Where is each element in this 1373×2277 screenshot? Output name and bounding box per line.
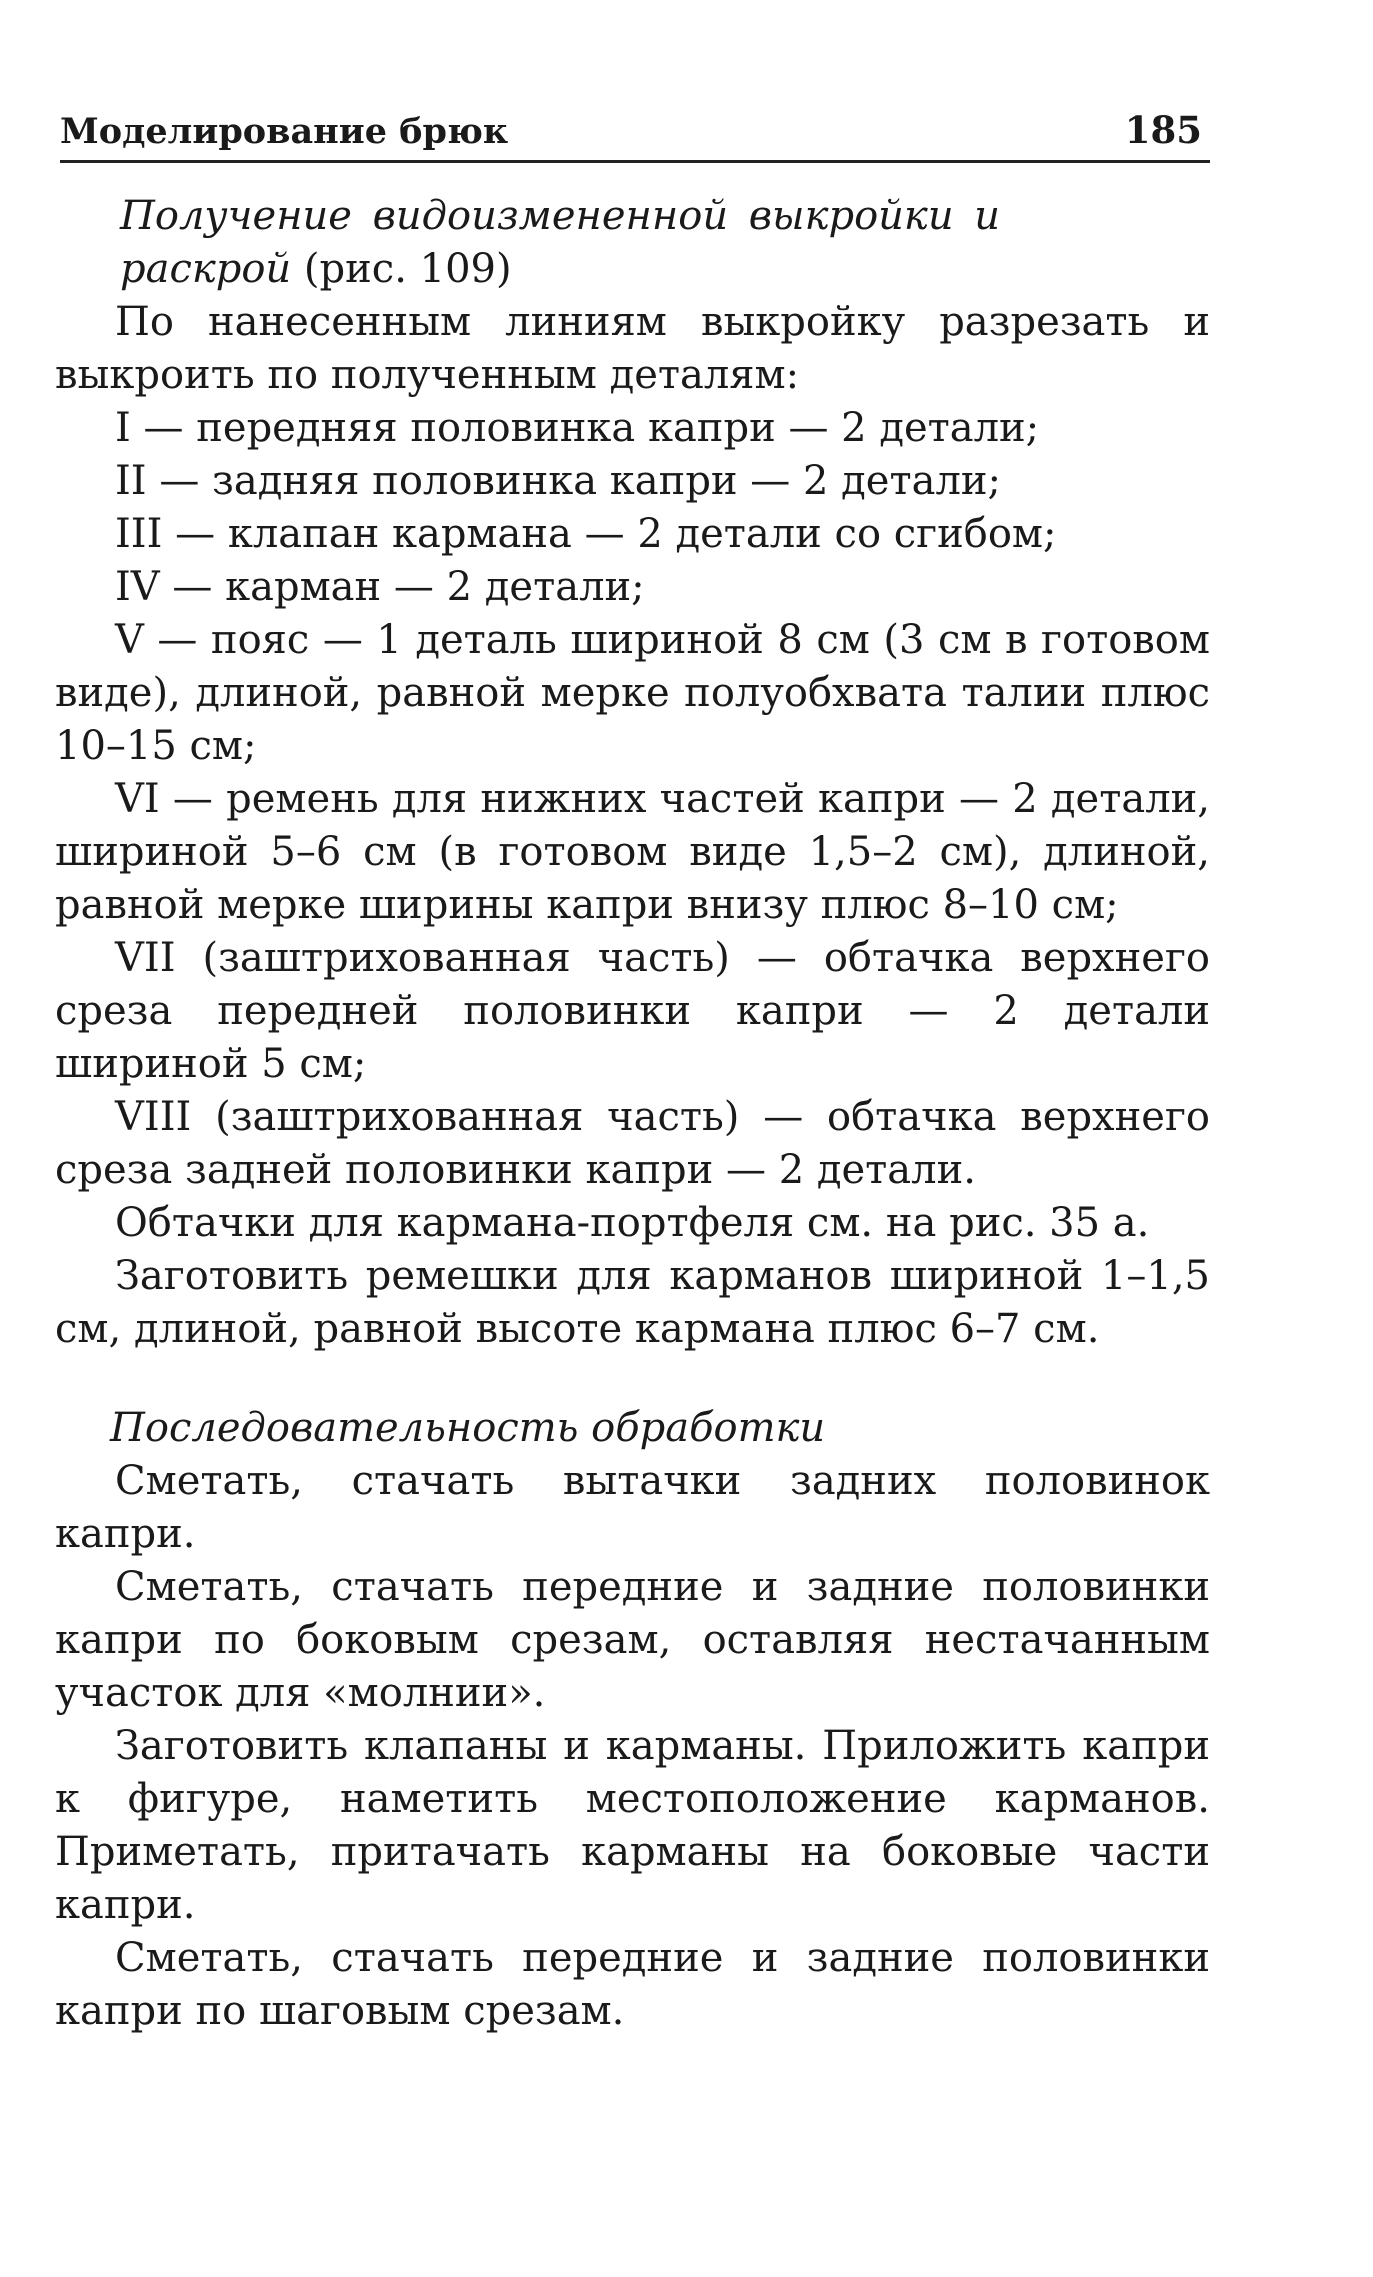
page-number: 185 — [1124, 108, 1202, 152]
detail-item-2: II — задняя половинка капри — 2 детали; — [115, 458, 1001, 504]
detail-item-8: VIII (заштрихованная часть) — обтачка верхнего среза задней половинки капри — 2 детали. — [55, 1094, 1210, 1193]
running-header — [60, 100, 1210, 163]
running-header-title: Моделирование брюк — [60, 111, 509, 152]
section-heading-cutting — [55, 190, 1000, 296]
page-body — [55, 190, 1210, 2038]
detail-item-4: IV — карман — 2 детали; — [115, 564, 645, 610]
sequence-paragraph-2: Сметать, стачать передние и задние половинки капри по боковым срезам, оставляя нестачанным участок для «молнии». — [55, 1564, 1210, 1716]
cutting-intro-paragraph: По нанесенным линиям выкройку разрезать и выкроить по полученным деталям: — [55, 299, 1210, 398]
straps-note-paragraph: Заготовить ремешки для карманов шириной 1–1,5 см, длиной, равной высоте кармана плюс 6–7 см. — [55, 1253, 1210, 1352]
detail-item-5: V — пояс — 1 деталь шириной 8 см (3 см в готовом виде), длиной, равной мерке полуобхвата талии плюс 10–15 см; — [55, 617, 1210, 769]
section-heading-cutting-title: Получение видоизмененной выкройки и раскрой — [120, 193, 1000, 292]
sequence-paragraph-4: Сметать, стачать передние и задние половинки капри по шаговым срезам. — [55, 1935, 1210, 2034]
detail-item-7: VII (заштрихованная часть) — обтачка верхнего среза передней половинки капри — 2 детали шириной 5 см; — [55, 935, 1210, 1087]
section-heading-sequence: Последовательность обработки — [110, 1405, 826, 1451]
sequence-paragraph-3: Заготовить клапаны и карманы. Приложить капри к фигуре, наметить местоположение карманов. Приметать, притачать карманы на боковые части капри. — [55, 1723, 1210, 1928]
figure-reference: (рис. 109) — [291, 246, 512, 292]
detail-item-1: I — передняя половинка капри — 2 детали; — [115, 405, 1040, 451]
sequence-paragraph-1: Сметать, стачать вытачки задних половинок капри. — [55, 1458, 1210, 1557]
detail-item-6: VI — ремень для нижних частей капри — 2 детали, шириной 5–6 см (в готовом виде 1,5–2 см), длиной, равной мерке ширины капри внизу плюс 8–10 см; — [55, 776, 1210, 928]
section-spacer — [55, 1356, 1210, 1402]
facing-note-paragraph: Обтачки для кармана-портфеля см. на рис. 35 а. — [115, 1200, 1150, 1246]
detail-item-3: III — клапан кармана — 2 детали со сгибом; — [115, 511, 1057, 557]
